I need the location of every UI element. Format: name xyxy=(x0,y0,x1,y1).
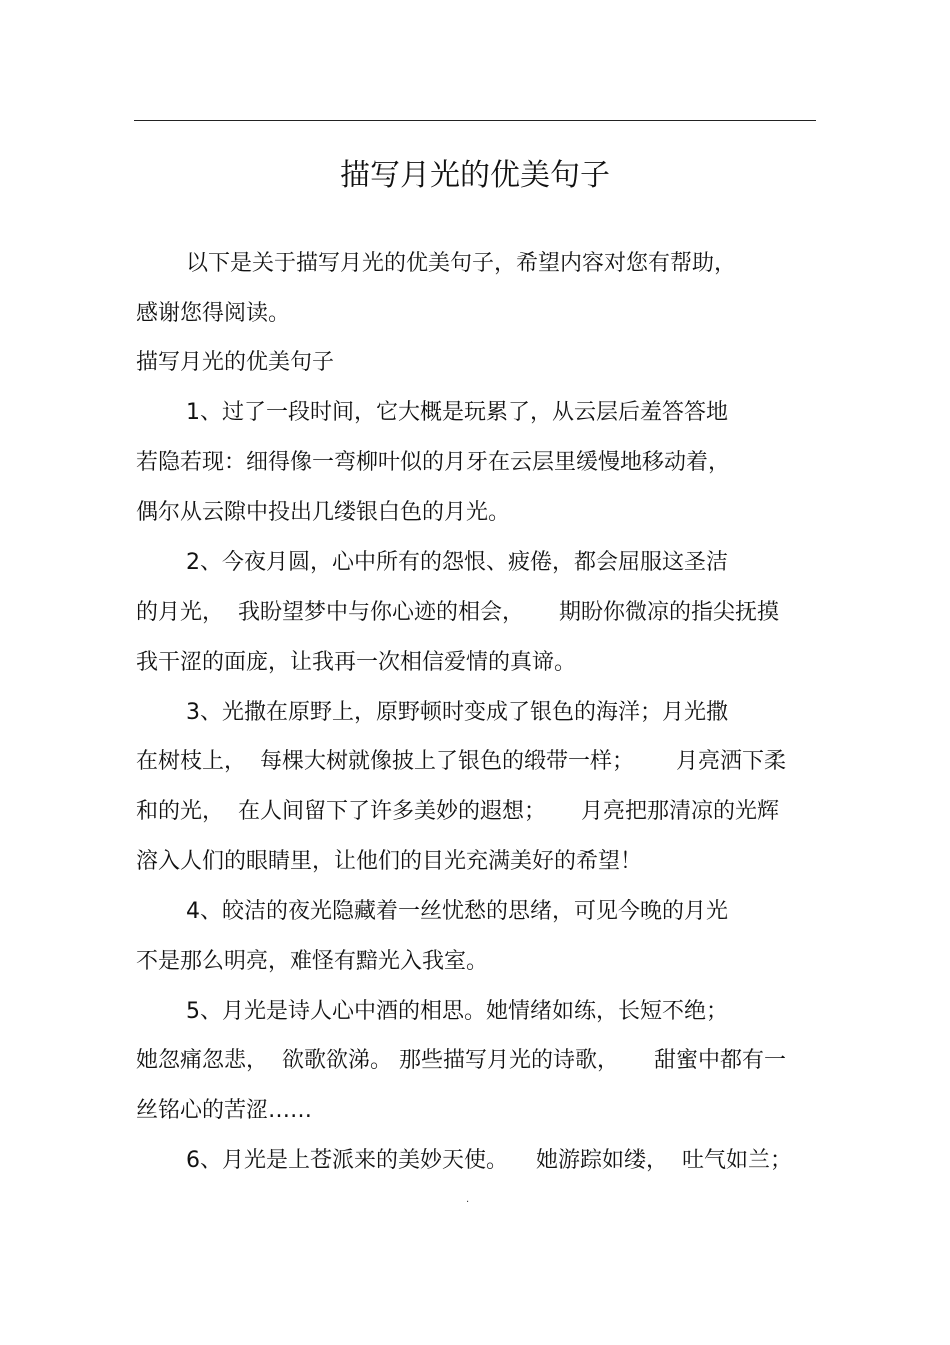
paragraph-line: 2、今夜月圆，心中所有的怨恨、疲倦，都会屈服这圣洁 xyxy=(186,550,728,575)
section-heading: 描写月光的优美句子 xyxy=(136,350,335,375)
paragraph-line: 的月光， 我盼望梦中与你心迹的相会， 期盼你微凉的指尖抚摸 xyxy=(136,600,779,625)
paragraph-line: 感谢您得阅读。 xyxy=(136,301,291,326)
paragraph-line: 3、光撒在原野上，原野顿时变成了银色的海洋；月光撒 xyxy=(186,700,728,725)
header-rule xyxy=(134,120,816,121)
paragraph-line: 我干涩的面庞，让我再一次相信爱情的真谛。 xyxy=(136,650,577,675)
page-footer-mark: . xyxy=(466,1194,470,1205)
paragraph-line: 和的光， 在人间留下了许多美妙的遐想； 月亮把那清凉的光辉 xyxy=(136,799,779,824)
paragraph-line: 若隐若现：细得像一弯柳叶似的月牙在云层里缓慢地移动着， xyxy=(136,450,731,475)
paragraph-line: 1、过了一段时间，它大概是玩累了，从云层后羞答答地 xyxy=(186,400,728,425)
paragraph-line: 丝铭心的苦涩…… xyxy=(136,1098,313,1123)
paragraph-line: 4、皎洁的夜光隐藏着一丝忧愁的思绪，可见今晚的月光 xyxy=(186,899,728,924)
paragraph-line: 她忽痛忽悲， 欲歌欲涕。 那些描写月光的诗歌， 甜蜜中都有一 xyxy=(136,1048,786,1073)
paragraph-line: 6、月光是上苍派来的美妙天使。 她游踪如缕， 吐气如兰； xyxy=(186,1148,792,1173)
paragraph-line: 不是那么明亮，难怪有黯光入我室。 xyxy=(136,949,489,974)
paragraph-line: 以下是关于描写月光的优美句子，希望内容对您有帮助， xyxy=(186,251,737,276)
paragraph-line: 5、月光是诗人心中酒的相思。她情绪如练，长短不绝； xyxy=(186,999,728,1024)
paragraph-line: 在树枝上， 每棵大树就像披上了银色的缎带一样； 月亮洒下柔 xyxy=(136,749,786,774)
paragraph-line: 溶入人们的眼睛里，让他们的目光充满美好的希望！ xyxy=(136,849,643,874)
paragraph-line: 偶尔从云隙中投出几缕银白色的月光。 xyxy=(136,500,511,525)
page-title: 描写月光的优美句子 xyxy=(340,158,610,193)
